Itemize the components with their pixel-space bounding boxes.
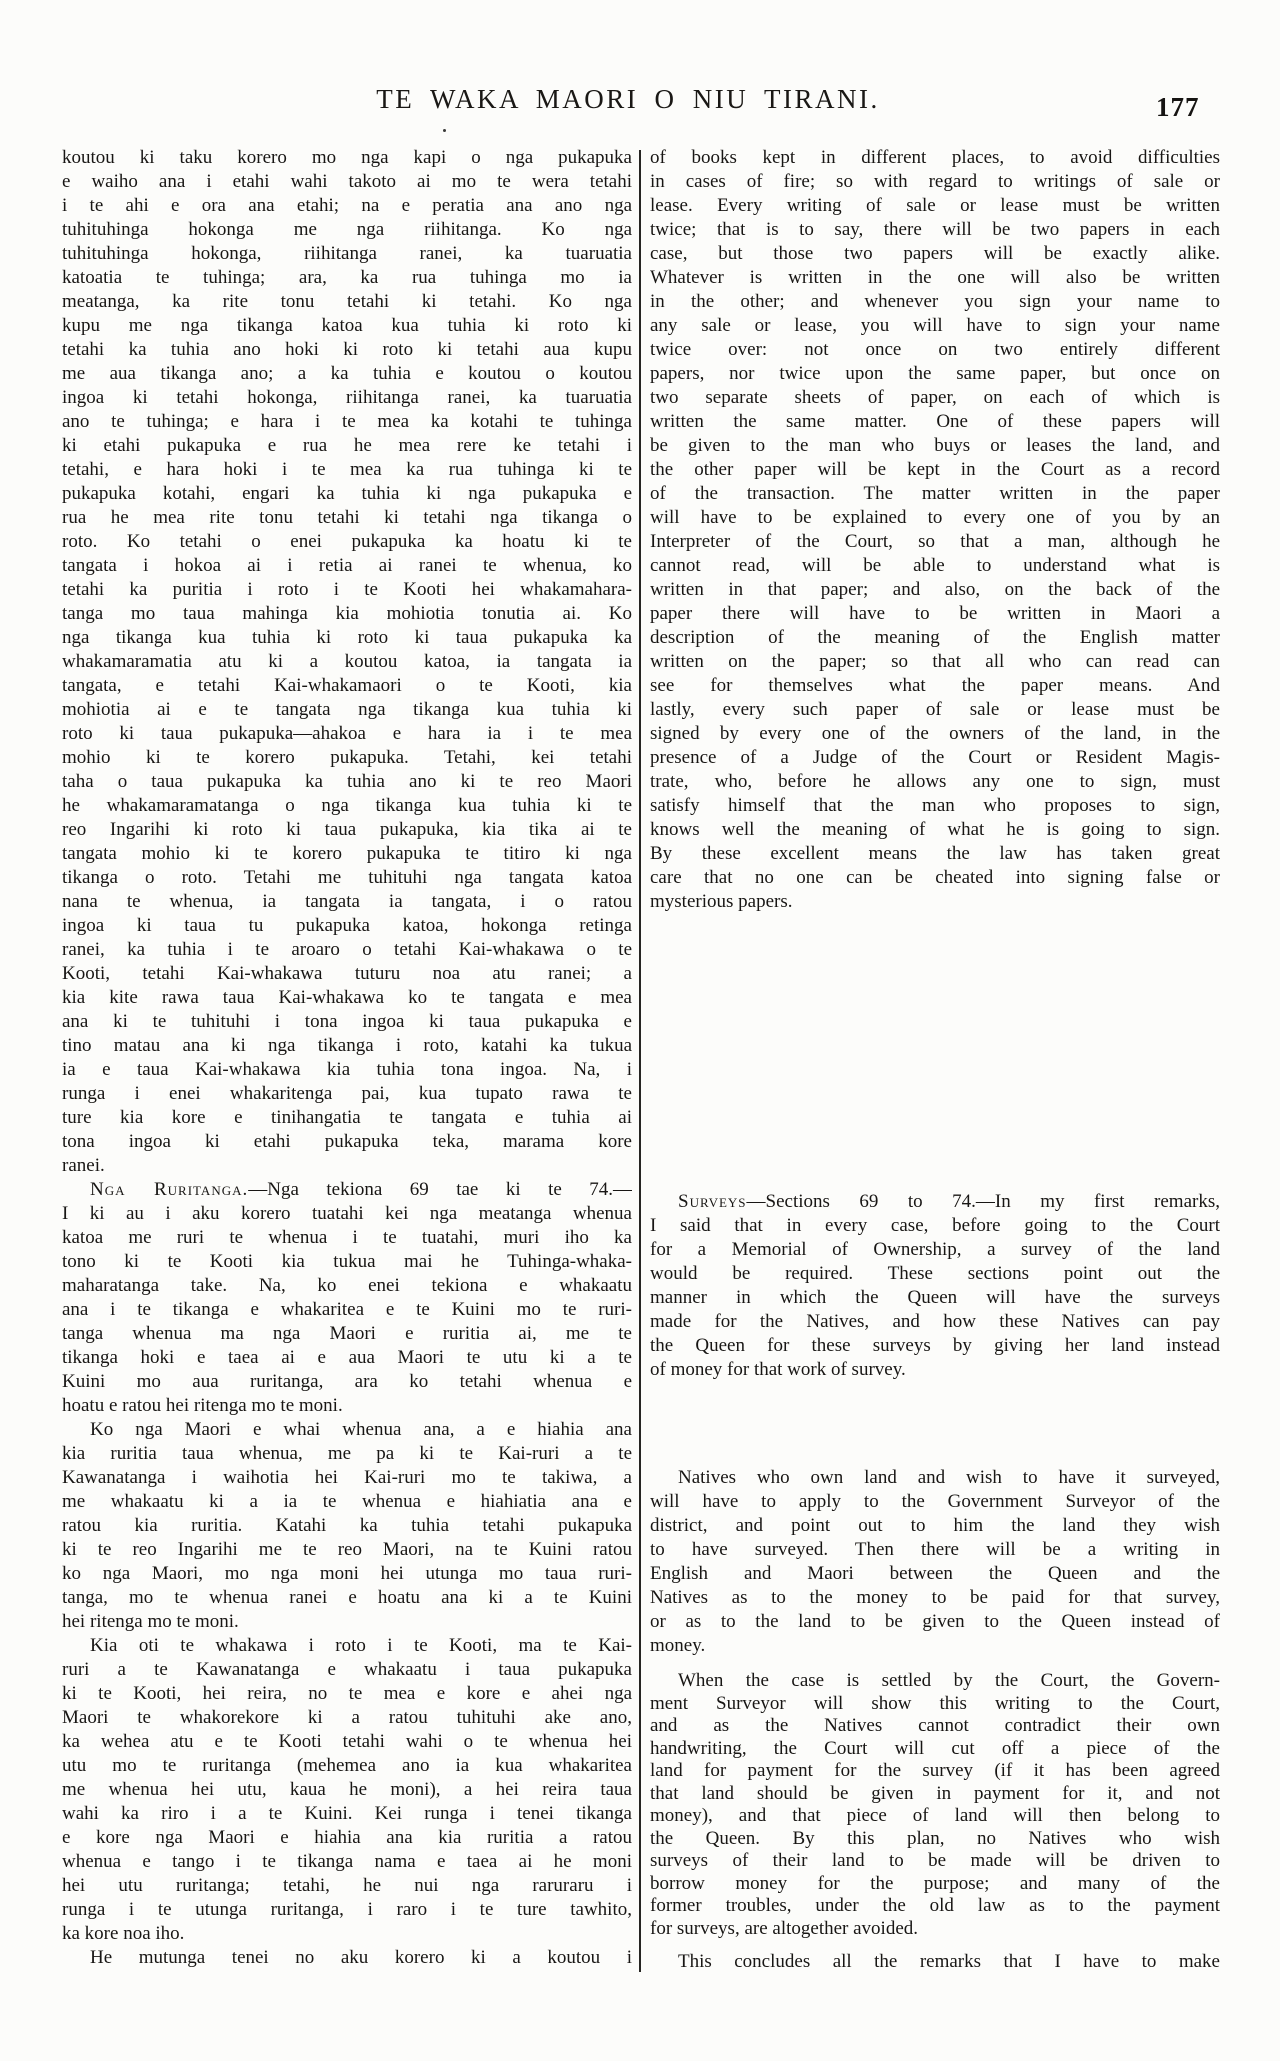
- text-line: made for the Natives, and how these Natives can pay: [650, 1311, 1220, 1332]
- text-line: land for payment for the survey (if it has been agreed: [650, 1760, 1220, 1781]
- text-line: Whatever is written in the one will also be written: [650, 267, 1220, 288]
- text-line: ingoa ki taua tu pukapuka katoa, hokonga retinga: [62, 915, 632, 936]
- paragraph-lead: Nga Ruritanga.: [90, 1179, 249, 1200]
- text-line: will have to apply to the Government Surveyor of the: [650, 1491, 1220, 1512]
- text-line: e waiho ana i etahi wahi takoto ai mo te wera tetahi: [62, 171, 632, 192]
- text-line: he whakamaramatanga o nga tikanga kua tuhia ki te: [62, 795, 632, 816]
- text-line: Interpreter of the Court, so that a man, although he: [650, 531, 1220, 552]
- text-line: ko nga Maori, mo nga moni hei utunga mo taua ruri-: [62, 1563, 632, 1584]
- column-divider-rule: [639, 150, 641, 1972]
- text-line: borrow money for the purpose; and many of the: [650, 1872, 1220, 1894]
- paragraph: [650, 1190, 1220, 1382]
- paragraph: [62, 1418, 632, 1634]
- text-line: wahi ka riro i a te Kuini. Kei runga i tenei tikanga: [62, 1803, 632, 1824]
- text-line: of the transaction. The matter written in the paper: [650, 483, 1220, 504]
- text-line: ratou kia ruritia. Katahi ka tuhia tetahi pukapuka: [62, 1515, 632, 1536]
- text-line: the other paper will be kept in the Court as a record: [650, 459, 1220, 480]
- text-line: i te ahi e ora ana etahi; na e peratia ana ano nga: [62, 195, 632, 216]
- text-line: money.: [650, 1635, 706, 1656]
- text-line: Ko nga Maori e whai whenua ana, a e hiahia ana: [90, 1419, 632, 1440]
- text-line: utu mo te ruritanga (mehemea ano ia kua whakaritea: [62, 1755, 632, 1776]
- text-line: mohiotia ai e te tangata nga tikanga kua tuhia ki: [62, 699, 632, 720]
- paragraph-lead: Surveys: [678, 1191, 747, 1212]
- text-line: trate, who, before he allows any one to sign, must: [650, 771, 1220, 792]
- text-line: surveys of their land to be made will be driven to: [650, 1850, 1220, 1871]
- text-line: meatanga, ka rite tonu tetahi ki tetahi. Ko nga: [62, 291, 632, 312]
- left-column-maori-text: [62, 146, 632, 1970]
- text-line: hoatu e ratou hei ritenga mo te moni.: [62, 1395, 343, 1416]
- text-line: tikanga o roto. Tetahi me tuhituhi nga tangata katoa: [62, 867, 632, 888]
- text-line: handwriting, the Court will cut off a piece of the: [650, 1737, 1220, 1759]
- text-line: satisfy himself that the man who proposes to sign,: [650, 795, 1220, 816]
- text-line: mohio ki te korero pukapuka. Tetahi, kei tetahi: [62, 747, 632, 768]
- paragraph: [650, 1670, 1220, 1940]
- paragraph: [62, 1634, 632, 1946]
- text-line: katoatia te tuhinga; ara, ka rua tuhinga mo ia: [62, 267, 632, 288]
- text-line: ki te Kooti, hei reira, no te mea e kore e ahei nga: [62, 1683, 632, 1704]
- text-line: papers, nor twice upon the same paper, but once on: [650, 363, 1220, 384]
- text-line: By these excellent means the law has taken great: [650, 843, 1220, 864]
- text-line: me whenua hei utu, kaua he moni), a hei reira taua: [62, 1779, 632, 1800]
- text-line: ment Surveyor will show this writing to the Court,: [650, 1692, 1220, 1714]
- text-line: e kore nga Maori e hiahia ana kia ruritia a ratou: [62, 1827, 632, 1848]
- text-line: mysterious papers.: [650, 891, 793, 912]
- text-line: taha o taua pukapuka ka tuhia ano ki te reo Maori: [62, 771, 632, 792]
- text-line: Natives who own land and wish to have it surveyed,: [678, 1467, 1220, 1488]
- text-line: reo Ingarihi ki roto ki taua pukapuka, kia tika ai te: [62, 819, 632, 840]
- text-line: signed by every one of the owners of the land, in the: [650, 723, 1220, 744]
- text-line: any sale or lease, you will have to sign your name: [650, 315, 1220, 336]
- text-line: pukapuka kotahi, engari ka tuhia ki nga pukapuka e: [62, 483, 632, 504]
- text-line: presence of a Judge of the Court or Resident Magis-: [650, 747, 1220, 768]
- text-line: This concludes all the remarks that I have to make: [678, 1951, 1220, 1972]
- text-line: English and Maori between the Queen and the: [650, 1563, 1220, 1584]
- text-line: paper there will have to be written in Maori a: [650, 603, 1220, 624]
- text-line: lease. Every writing of sale or lease must be written: [650, 195, 1220, 216]
- paragraph: [650, 146, 1220, 914]
- page-number: 177: [1156, 92, 1200, 122]
- text-line: ka kore noa iho.: [62, 1923, 185, 1944]
- text-line: ranei.: [62, 1155, 105, 1176]
- text-line: tanga, mo te whenua ranei e hoatu ana ki a te Kuini: [62, 1587, 632, 1608]
- text-line: rua he mea rite tonu tetahi ki tetahi nga tikanga o: [62, 507, 632, 528]
- text-line: in cases of fire; so with regard to writings of sale or: [650, 171, 1220, 192]
- text-line: for surveys, are altogether avoided.: [650, 1917, 919, 1939]
- text-line: that land should be given in payment for it, and not: [650, 1782, 1220, 1804]
- text-line: knows well the meaning of what he is going to sign.: [650, 819, 1220, 840]
- text-line: He mutunga tenei no aku korero ki a koutou i: [90, 1947, 632, 1968]
- text-line: I said that in every case, before going to the Court: [650, 1215, 1220, 1236]
- text-line: ki etahi pukapuka e rua he mea rere ke tetahi i: [62, 435, 632, 456]
- text-line: the Queen for these surveys by giving her land instead: [650, 1335, 1220, 1356]
- text-line: kia kite rawa taua Kai-whakawa ko te tangata e mea: [62, 987, 632, 1008]
- text-line: Natives as to the money to be paid for that survey,: [650, 1587, 1220, 1608]
- text-line: ruri a te Kawanatanga e whakaatu i taua pukapuka: [62, 1659, 632, 1680]
- text-line: for a Memorial of Ownership, a survey of the land: [650, 1239, 1220, 1260]
- text-line: tuhituhinga hokonga, riihitanga ranei, ka tuaruatia: [62, 243, 632, 264]
- text-line: ture kia kore e tinihangatia te tangata e tuhia ai: [62, 1107, 632, 1128]
- text-line: or as to the land to be given to the Queen instead of: [650, 1611, 1220, 1632]
- paragraph: [62, 1178, 632, 1418]
- text-line: to have surveyed. Then there will be a writing in: [650, 1539, 1220, 1560]
- text-line: ana i te tikanga e whakaritea e te Kuini mo te ruri-: [62, 1299, 632, 1320]
- text-line: cannot read, will be able to understand what is: [650, 555, 1220, 576]
- text-line: tangata mohio ki te korero pukapuka te titiro ki nga: [62, 843, 632, 864]
- text-line: lastly, every such paper of sale or lease must be: [650, 699, 1220, 720]
- text-line: money), and that piece of land will then belong to: [650, 1805, 1220, 1826]
- text-line: hei utu ruritanga; tetahi, he nui nga raruraru i: [62, 1875, 632, 1896]
- paragraph: [650, 1466, 1220, 1658]
- text-line: tangata i hokoa ai i retia ai ranei te whenua, ko: [62, 555, 632, 576]
- paragraph: [650, 1950, 1220, 1974]
- text-line: would be required. These sections point out the: [650, 1263, 1220, 1284]
- text-line: koutou ki taku korero mo nga kapi o nga pukapuka: [62, 147, 632, 168]
- text-line: me whakaatu ki a ia te whenua e hiahiatia ana e: [62, 1491, 632, 1512]
- right-column-english-text: [650, 146, 1220, 1974]
- text-line: and as the Natives cannot contradict their own: [650, 1715, 1220, 1736]
- text-line: ki te reo Ingarihi me te reo Maori, na te Kuini ratou: [62, 1539, 632, 1560]
- text-line: hei ritenga mo te moni.: [62, 1611, 239, 1632]
- text-line: manner in which the Queen will have the surveys: [650, 1287, 1220, 1308]
- paragraph: [62, 146, 632, 1178]
- text-line: will have to be explained to every one of you by an: [650, 507, 1220, 528]
- text-line: tanga mo taua mahinga kia mohiotia tonutia ai. Ko: [62, 603, 632, 624]
- text-line: twice; that is to say, there will be two papers in each: [650, 219, 1220, 240]
- text-line: written on the paper; so that all who can read can: [650, 651, 1220, 672]
- text-line: written in that paper; and also, on the back of the: [650, 579, 1220, 600]
- text-line: nga tikanga kua tuhia ki roto ki taua pukapuka ka: [62, 627, 632, 648]
- text-line: whenua e tango i te tikanga nama e taea ai he moni: [62, 1851, 632, 1872]
- text-line: ana ki te tuhituhi i tona ingoa ki taua pukapuka e: [62, 1011, 632, 1032]
- text-line: ka wehea atu e te Kooti tetahi wahi o te whenua hei: [62, 1731, 632, 1752]
- text-line: of money for that work of survey.: [650, 1359, 906, 1380]
- text-line: Kuini mo aua ruritanga, ara ko tetahi whenua e: [62, 1371, 632, 1392]
- paragraph: [62, 1946, 632, 1970]
- text-line: care that no one can be cheated into signing false or: [650, 867, 1220, 888]
- text-line: kia ruritia taua whenua, me pa ki te Kai-ruri a te: [62, 1443, 632, 1464]
- text-line: nana te whenua, ia tangata ia tangata, i o ratou: [62, 891, 632, 912]
- text-line: district, and point out to him the land they wish: [650, 1515, 1220, 1536]
- text-line: runga i enei whakaritenga pai, kua tupato rawa te: [62, 1083, 632, 1104]
- text-line: tetahi ka puritia i roto i te Kooti hei whakamahara-: [62, 579, 632, 600]
- text-line: see for themselves what the paper means. And: [650, 675, 1220, 696]
- text-line: me aua tikanga ano; a ka tuhia e koutou o koutou: [62, 363, 632, 384]
- text-line: ia e taua Kai-whakawa kia tuhia tona ingoa. Na, i: [62, 1059, 632, 1080]
- text-line: Kooti, tetahi Kai-whakawa tuturu noa atu ranei; a: [62, 963, 632, 984]
- text-line: former troubles, under the old law as to the payment: [650, 1895, 1220, 1916]
- text-line: tino matau ana ki nga tikanga i roto, katahi ka tukua: [62, 1035, 632, 1056]
- text-line: two separate sheets of paper, on each of which is: [650, 387, 1220, 408]
- text-line: Surveys—Sections 69 to 74.—In my first remarks,: [678, 1191, 1220, 1212]
- text-line: tanga whenua ma nga Maori e ruritia ai, me te: [62, 1323, 632, 1344]
- text-line: runga i te utunga ruritanga, i raro i te ture tawhito,: [62, 1899, 632, 1920]
- text-line: twice over: not once on two entirely different: [650, 339, 1220, 360]
- text-line: ranei, ka tuhia i te aroaro o tetahi Kai-whakawa o te: [62, 939, 632, 960]
- text-line: tangata, e tetahi Kai-whakamaori o te Kooti, kia: [62, 675, 632, 696]
- text-line: tono ki te Kooti kia tukua mai he Tuhinga-whaka-: [62, 1251, 632, 1272]
- text-line: ingoa ki tetahi hokonga, riihitanga ranei, ka tuaruatia: [62, 387, 632, 408]
- text-line: kupu me nga tikanga katoa kua tuhia ki roto ki: [62, 315, 632, 336]
- text-line: of books kept in different places, to avoid difficulties: [650, 147, 1220, 168]
- text-line: roto ki taua pukapuka—ahakoa e hara ia i te mea: [62, 723, 632, 744]
- text-line: case, but those two papers will be exactly alike.: [650, 243, 1220, 264]
- text-line: be given to the man who buys or leases the land, and: [650, 435, 1220, 456]
- text-line: description of the meaning of the English matter: [650, 627, 1220, 648]
- masthead-title: TE WAKA MAORI O NIU TIRANI.: [376, 84, 880, 114]
- text-line: katoa me ruri te whenua i te tuatahi, muri iho ka: [62, 1227, 632, 1248]
- text-line: in the other; and whenever you sign your name to: [650, 291, 1220, 312]
- text-line: I ki au i aku korero tuatahi kei nga meatanga whenua: [62, 1203, 632, 1224]
- text-line: Kawanatanga i waihotia hei Kai-ruri mo te takiwa, a: [62, 1467, 632, 1488]
- text-line: tetahi, e hara hoki i te mea ka rua tuhinga ki te: [62, 459, 632, 480]
- text-line: written the same matter. One of these papers will: [650, 411, 1220, 432]
- text-line: tikanga hoki e taea ai e aua Maori te utu ki a te: [62, 1347, 632, 1368]
- text-line: the Queen. By this plan, no Natives who wish: [650, 1827, 1220, 1849]
- text-line: tetahi ka tuhia ano hoki ki roto ki tetahi aua kupu: [62, 339, 632, 360]
- text-line: Nga Ruritanga.—Nga tekiona 69 tae ki te 74.—: [90, 1179, 632, 1200]
- text-line: Kia oti te whakawa i roto i te Kooti, ma te Kai-: [90, 1635, 632, 1656]
- text-line: tona ingoa ki etahi pukapuka teka, marama kore: [62, 1131, 632, 1152]
- text-line: Maori te whakorekore ki a ratou tuhituhi ake ano,: [62, 1707, 632, 1728]
- text-line: whakamaramatia atu ki a koutou katoa, ia tangata ia: [62, 651, 632, 672]
- text-line: When the case is settled by the Court, the Govern-: [678, 1670, 1220, 1691]
- text-line: roto. Ko tetahi o enei pukapuka ka hoatu ki te: [62, 531, 632, 552]
- title-flourish-dot: [443, 129, 446, 132]
- text-line: maharatanga take. Na, ko enei tekiona e whakaatu: [62, 1275, 632, 1296]
- text-line: ano te tuhinga; e hara i te mea ka kotahi te tuhinga: [62, 411, 632, 432]
- text-line: tuhituhinga hokonga me nga riihitanga. Ko nga: [62, 219, 632, 240]
